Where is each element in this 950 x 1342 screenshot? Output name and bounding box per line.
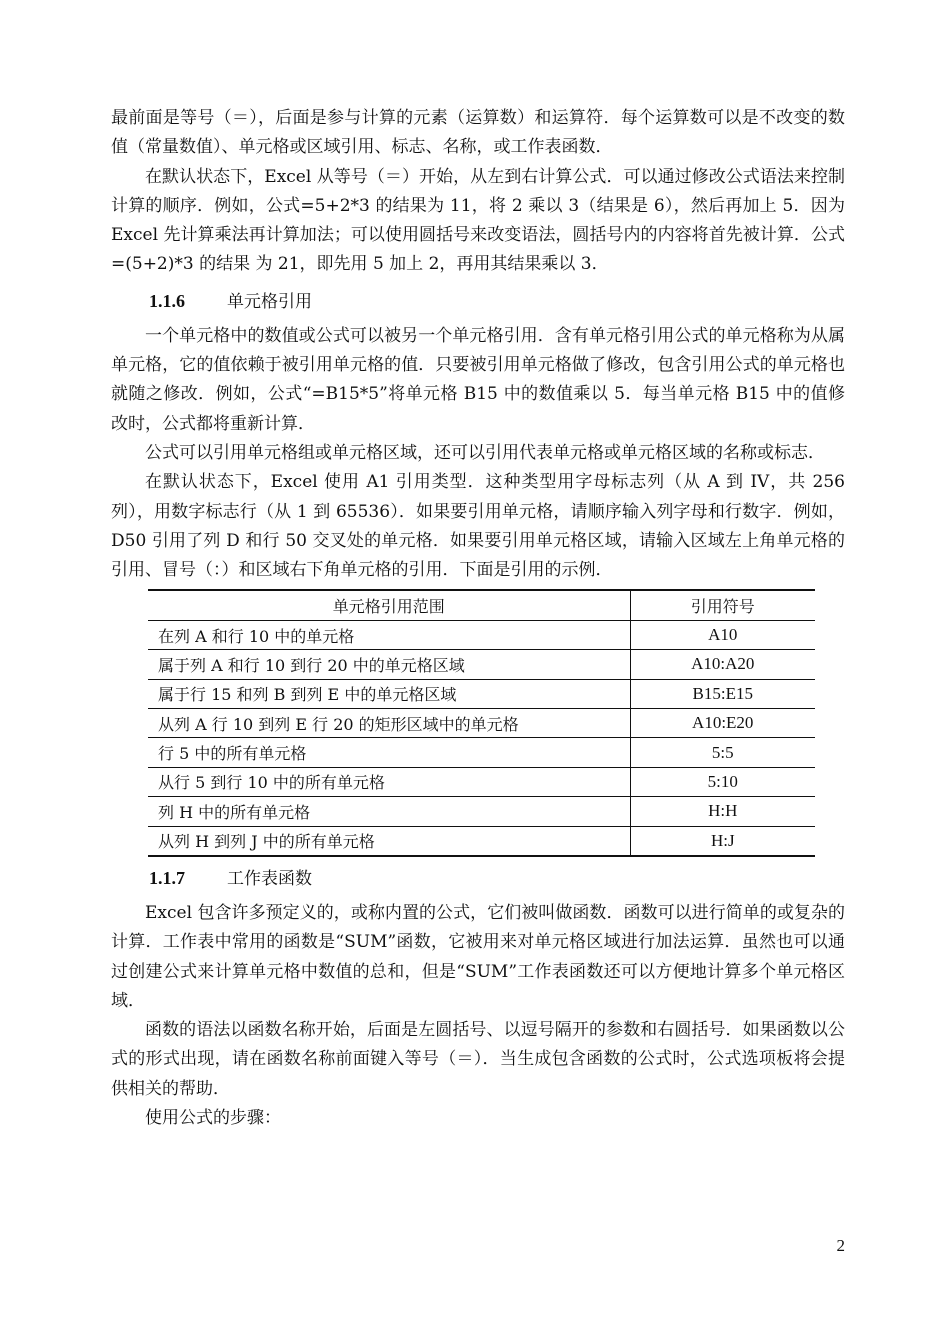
table-row	[148, 709, 815, 738]
reference-table	[148, 589, 815, 857]
range-cell: 从列 A 行 10 到列 E 行 20 的矩形区域中的单元格	[148, 709, 630, 738]
page-content	[111, 104, 845, 1133]
section-title: 工作表函数	[227, 868, 312, 889]
worksheet-function-paragraph-2: 函数的语法以函数名称开始，后面是左圆括号、以逗号隔开的参数和右圆括号．如果函数以公式的形式出现，请在函数名称前面键入等号（＝）．当生成包含函数的公式时，公式选项板将会提供相关的帮助．	[111, 1020, 845, 1099]
header-symbol: 引用符号	[630, 590, 815, 620]
table-row	[148, 826, 815, 856]
symbol-cell: H:H	[630, 797, 815, 826]
cell-reference-paragraph-1: 一个单元格中的数值或公式可以被另一个单元格引用．含有单元格引用公式的单元格称为从属单元格，它的值依赖于被引用单元格的值．只要被引用单元格做了修改，包含引用公式的单元格也就随之修改．例如，公式“=B15*5”将单元格 B15 中的数值乘以 5．每当单元格 B15 中的值修改时，公式都将重新计算．	[111, 325, 845, 434]
table-row	[148, 738, 815, 767]
symbol-cell: A10:A20	[630, 650, 815, 679]
section-heading-1-1-6	[111, 280, 845, 322]
symbol-cell: B15:E15	[630, 679, 815, 708]
symbol-cell: H:J	[630, 826, 815, 856]
intro-paragraph-1: 最前面是等号（＝），后面是参与计算的元素（运算数）和运算符．每个运算数可以是不改变的数值（常量数值）、单元格或区域引用、标志、名称，或工作表函数．	[111, 108, 845, 158]
worksheet-function-paragraph-1: Excel 包含许多预定义的，或称内置的公式，它们被叫做函数．函数可以进行简单的或复杂的计算．工作表中常用的函数是“SUM”函数，它被用来对单元格区域进行加法运算．虽然也可以通过创建公式来计算单元格中数值的总和，但是“SUM”工作表函数还可以方便地计算多个单元格区域．	[111, 902, 845, 1011]
worksheet-function-paragraph-3: 使用公式的步骤：	[145, 1108, 281, 1129]
section-number: 1.1.7	[149, 867, 185, 888]
range-cell: 从行 5 到行 10 中的所有单元格	[148, 767, 630, 796]
header-range: 单元格引用范围	[148, 590, 630, 620]
table-row	[148, 767, 815, 796]
table-row	[148, 620, 815, 649]
table-row	[148, 679, 815, 708]
symbol-cell: 5:10	[630, 767, 815, 796]
section-title: 单元格引用	[227, 291, 312, 312]
range-cell: 在列 A 和行 10 中的单元格	[148, 620, 630, 649]
symbol-cell: 5:5	[630, 738, 815, 767]
section-number: 1.1.6	[149, 290, 185, 311]
symbol-cell: A10:E20	[630, 709, 815, 738]
range-cell: 行 5 中的所有单元格	[148, 738, 630, 767]
range-cell: 属于行 15 和列 B 到列 E 中的单元格区域	[148, 679, 630, 708]
symbol-cell: A10	[630, 620, 815, 649]
intro-paragraph-2: 在默认状态下，Excel 从等号（＝）开始，从左到右计算公式．可以通过修改公式语法来控制计算的顺序．例如，公式=5+2*3 的结果为 11，将 2 乘以 3（结果是 6），然后再加上 5．因为 Excel 先计算乘法再计算加法；可以使用圆括号来改变语法，圆括号内的内容将首先被计算．公式=(5+2)*3 的结果 为 21，即先用 5 加上 2，再用其结果乘以 3．	[111, 166, 845, 275]
page-number: 2	[836, 1236, 845, 1255]
range-cell: 列 H 中的所有单元格	[148, 797, 630, 826]
range-cell: 从列 H 到列 J 中的所有单元格	[148, 826, 630, 856]
cell-reference-paragraph-3: 在默认状态下，Excel 使用 A1 引用类型．这种类型用字母标志列（从 A 到 IV，共 256 列），用数字标志行（从 1 到 65536）．如果要引用单元格，请顺序输入列字母和行数字．例如，D50 引用了列 D 和行 50 交叉处的单元格．如果要引用单元格区域，请输入区域左上角单元格的引用、冒号（：）和区域右下角单元格的引用．下面是引用的示例．	[111, 472, 845, 581]
cell-reference-paragraph-2: 公式可以引用单元格组或单元格区域，还可以引用代表单元格或单元格区域的名称或标志．	[145, 442, 825, 463]
table-header-row	[148, 590, 815, 620]
section-heading-1-1-7	[111, 857, 845, 899]
table-row	[148, 650, 815, 679]
table-row	[148, 797, 815, 826]
range-cell: 属于列 A 和行 10 到行 20 中的单元格区域	[148, 650, 630, 679]
